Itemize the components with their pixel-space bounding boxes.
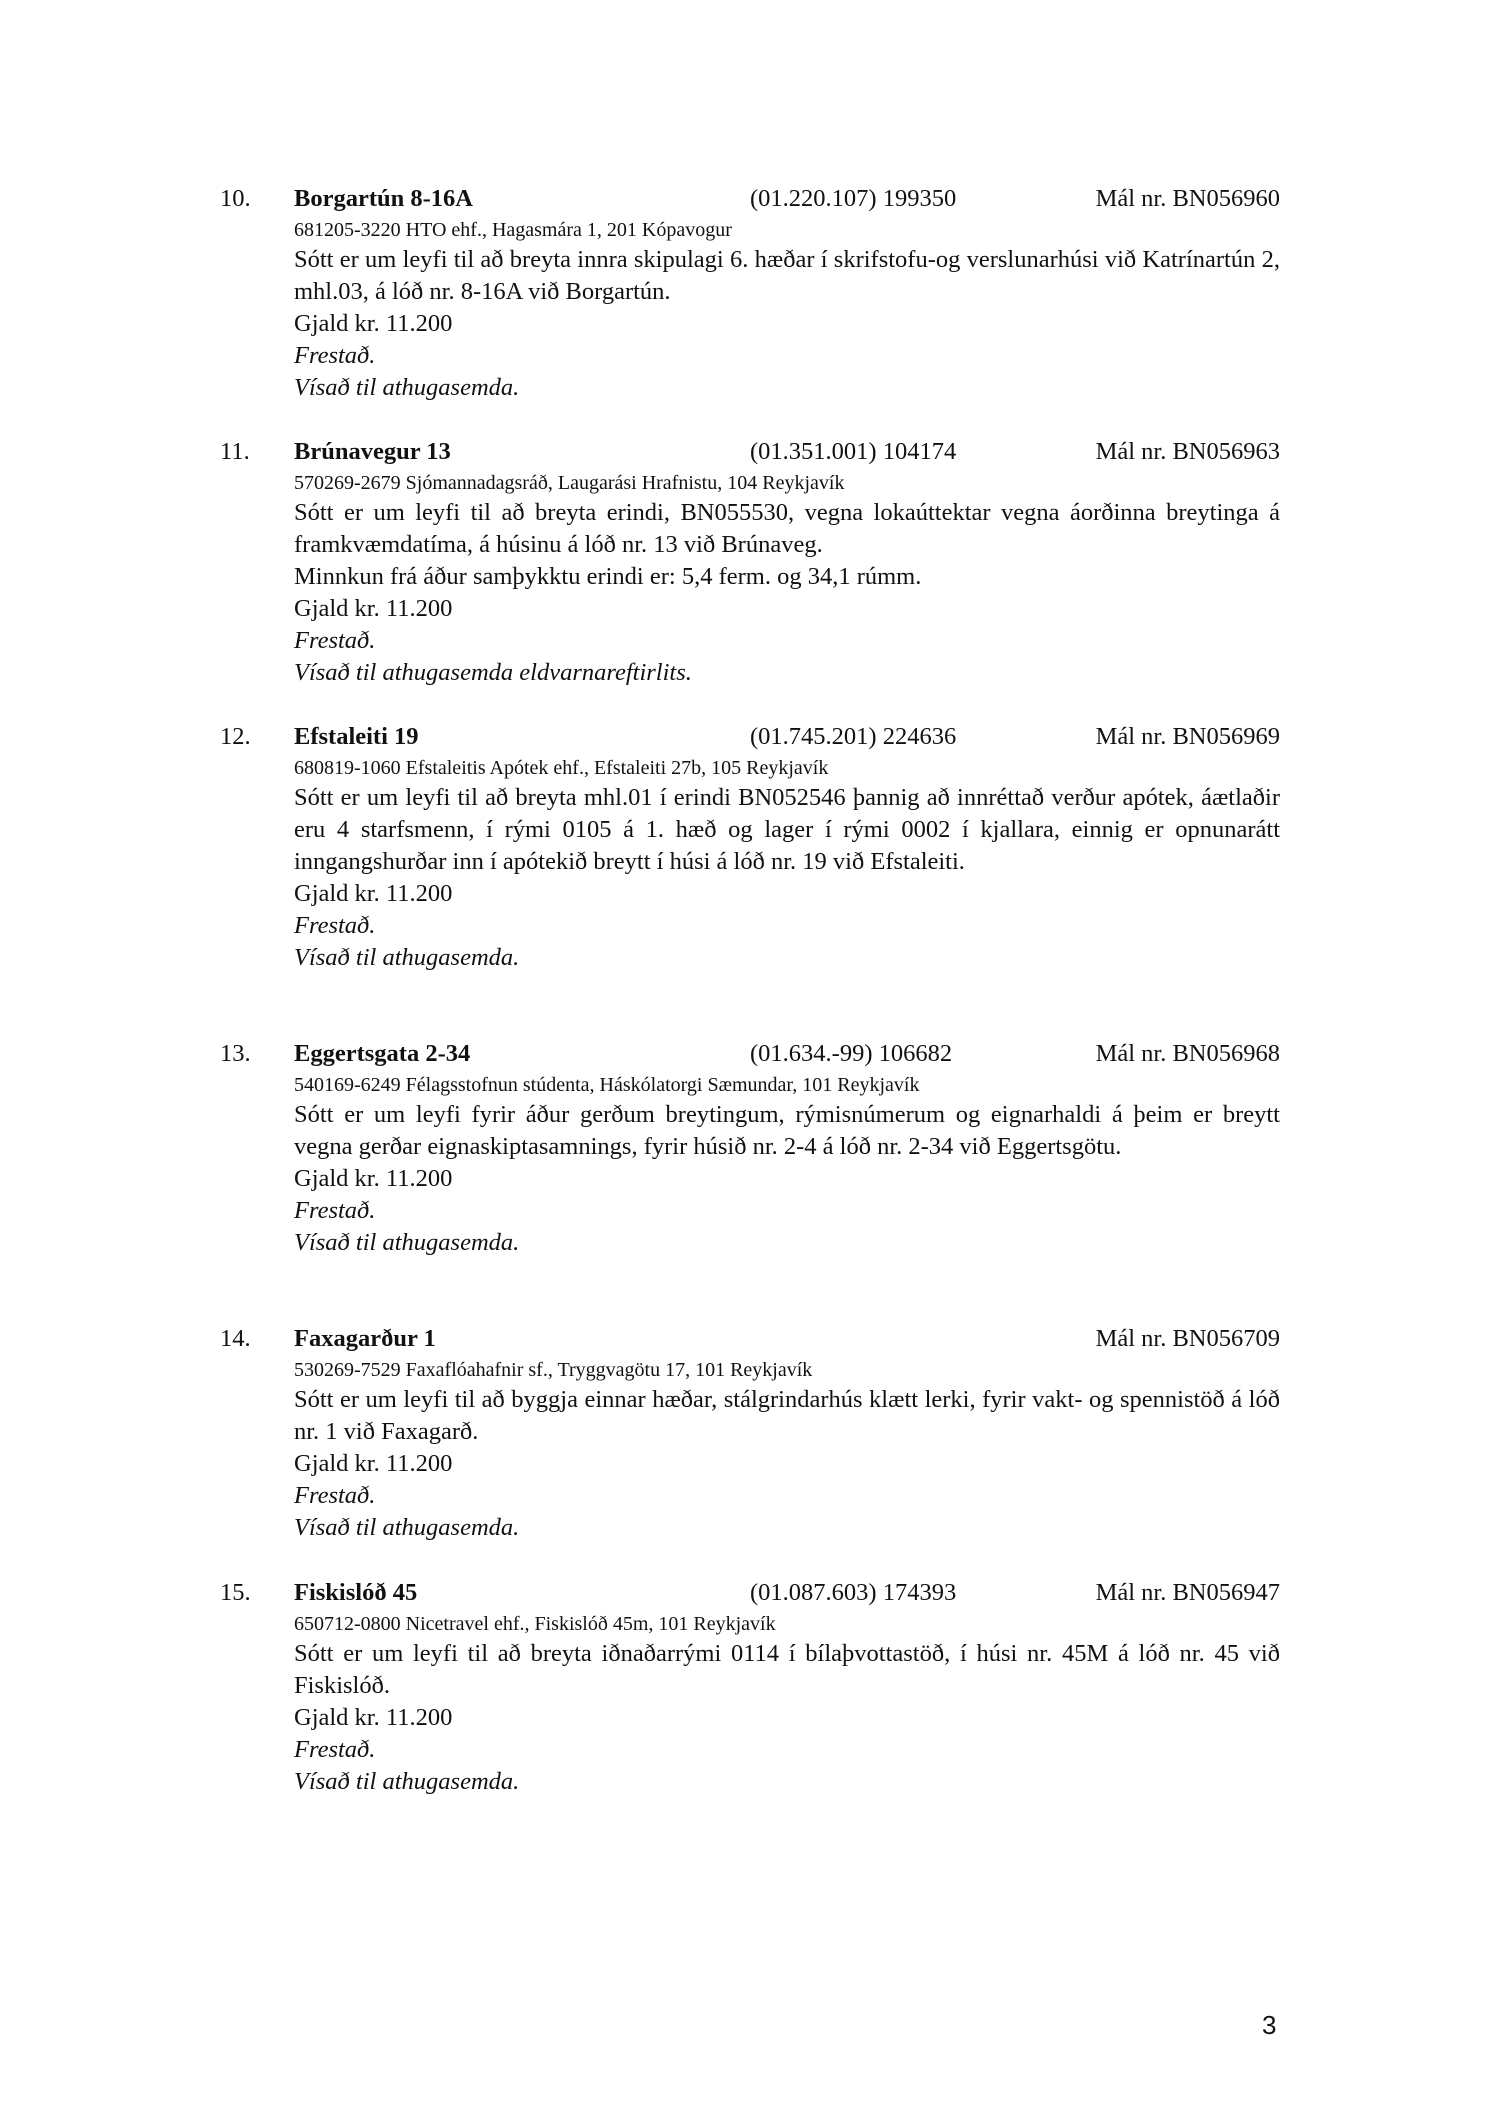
entry-body (294, 754, 1280, 974)
entry-header (220, 182, 1280, 216)
entry-description: Sótt er um leyfi til að breyta mhl.01 í erindi BN052546 þannig að innréttað verður apótek, áætlaðir eru 4 starfsmenn, í rými 0105 á 1. hæð og lager í rými 0002 í kjallara, einnig er opnunarátt inngangshurðar inn í apótekið breytt í húsi á lóð nr. 19 við Efstaleiti. (294, 784, 1280, 875)
case-entry (220, 435, 1280, 689)
entry-note: Vísað til athugasemda. (294, 1768, 520, 1795)
entry-status: Frestað. (294, 627, 376, 654)
entry-lot-number: (01.220.107) 199350 (750, 185, 957, 212)
entry-body (294, 469, 1280, 689)
entry-number: 10. (220, 185, 251, 212)
entry-lot-number: (01.087.603) 174393 (750, 1579, 957, 1606)
entry-owner: 570269-2679 Sjómannadagsráð, Laugarási Hrafnistu, 104 Reykjavík (294, 472, 845, 494)
entry-number: 11. (220, 438, 250, 465)
entry-address: Eggertsgata 2-34 (294, 1040, 471, 1067)
entry-note: Vísað til athugasemda eldvarnareftirlits. (294, 659, 692, 686)
entry-case-number: Mál nr. BN056947 (1095, 1579, 1280, 1606)
entry-description: Sótt er um leyfi til að breyta erindi, BN055530, vegna lokaúttektar vegna áorðinna breytinga á framkvæmdatíma, á húsinu á lóð nr. 13 við Brúnaveg. (294, 499, 1280, 558)
entry-owner: 680819-1060 Efstaleitis Apótek ehf., Efstaleiti 27b, 105 Reykjavík (294, 757, 829, 779)
entry-owner: 681205-3220 HTO ehf., Hagasmára 1, 201 Kópavogur (294, 219, 732, 241)
entry-case-number: Mál nr. BN056963 (1095, 438, 1280, 465)
entry-description: Sótt er um leyfi til að breyta innra skipulagi 6. hæðar í skrifstofu-og verslunarhúsi við Katrínartún 2, mhl.03, á lóð nr. 8-16A við Borgartún. (294, 246, 1280, 305)
entry-address: Borgartún 8-16A (294, 185, 473, 212)
entry-header (220, 1322, 1280, 1356)
entry-fee: Gjald kr. 11.200 (294, 1450, 453, 1477)
entry-address: Brúnavegur 13 (294, 438, 451, 465)
entry-body (294, 1071, 1280, 1259)
entry-status: Frestað. (294, 1197, 376, 1224)
entry-fee: Gjald kr. 11.200 (294, 310, 453, 337)
entry-fee: Gjald kr. 11.200 (294, 595, 453, 622)
entry-case-number: Mál nr. BN056968 (1095, 1040, 1280, 1067)
entry-header (220, 1576, 1280, 1610)
case-entry (220, 720, 1280, 974)
entry-number: 13. (220, 1040, 251, 1067)
entry-header (220, 435, 1280, 469)
entry-lot-number: (01.351.001) 104174 (750, 438, 957, 465)
case-entry (220, 1576, 1280, 1798)
entry-address: Efstaleiti 19 (294, 723, 419, 750)
entry-case-number: Mál nr. BN056960 (1095, 185, 1280, 212)
entry-note: Vísað til athugasemda. (294, 944, 520, 971)
entry-status: Frestað. (294, 912, 376, 939)
entry-description: Sótt er um leyfi til að breyta iðnaðarrými 0114 í bílaþvottastöð, í húsi nr. 45M á lóð nr. 45 við Fiskislóð. (294, 1640, 1280, 1699)
entry-note: Vísað til athugasemda. (294, 1514, 520, 1541)
entry-number: 14. (220, 1325, 251, 1352)
entry-owner: 540169-6249 Félagsstofnun stúdenta, Háskólatorgi Sæmundar, 101 Reykjavík (294, 1074, 920, 1096)
entry-number: 12. (220, 723, 251, 750)
entry-fee: Gjald kr. 11.200 (294, 1165, 453, 1192)
entry-number: 15. (220, 1579, 251, 1606)
entry-note: Vísað til athugasemda. (294, 374, 520, 401)
case-entry (220, 1037, 1280, 1259)
entry-note: Vísað til athugasemda. (294, 1229, 520, 1256)
case-entry (220, 182, 1280, 404)
entry-extra: Minnkun frá áður samþykktu erindi er: 5,4 ferm. og 34,1 rúmm. (294, 563, 922, 590)
case-entry (220, 1322, 1280, 1544)
entry-fee: Gjald kr. 11.200 (294, 880, 453, 907)
entry-status: Frestað. (294, 1482, 376, 1509)
entry-body (294, 1610, 1280, 1798)
entry-status: Frestað. (294, 342, 376, 369)
entry-address: Fiskislóð 45 (294, 1579, 418, 1606)
entry-case-number: Mál nr. BN056709 (1095, 1325, 1280, 1352)
entry-body (294, 216, 1280, 404)
entry-owner: 530269-7529 Faxaflóahafnir sf., Tryggvagötu 17, 101 Reykjavík (294, 1359, 813, 1381)
entry-header (220, 1037, 1280, 1071)
entry-case-number: Mál nr. BN056969 (1095, 723, 1280, 750)
entry-fee: Gjald kr. 11.200 (294, 1704, 453, 1731)
entry-description: Sótt er um leyfi fyrir áður gerðum breytingum, rýmisnúmerum og eignarhaldi á þeim er breytt vegna gerðar eignaskiptasamnings, fyrir húsið nr. 2-4 á lóð nr. 2-34 við Eggertsgötu. (294, 1101, 1280, 1160)
entry-description: Sótt er um leyfi til að byggja einnar hæðar, stálgrindarhús klætt lerki, fyrir vakt- og spennistöð á lóð nr. 1 við Faxagarð. (294, 1386, 1280, 1445)
entry-body (294, 1356, 1280, 1544)
entry-header (220, 720, 1280, 754)
entry-lot-number: (01.634.-99) 106682 (750, 1040, 953, 1067)
entry-lot-number: (01.745.201) 224636 (750, 723, 957, 750)
entry-status: Frestað. (294, 1736, 376, 1763)
page-number: 3 (1262, 2010, 1277, 2040)
entry-address: Faxagarður 1 (294, 1325, 436, 1352)
entry-owner: 650712-0800 Nicetravel ehf., Fiskislóð 45m, 101 Reykjavík (294, 1613, 776, 1635)
